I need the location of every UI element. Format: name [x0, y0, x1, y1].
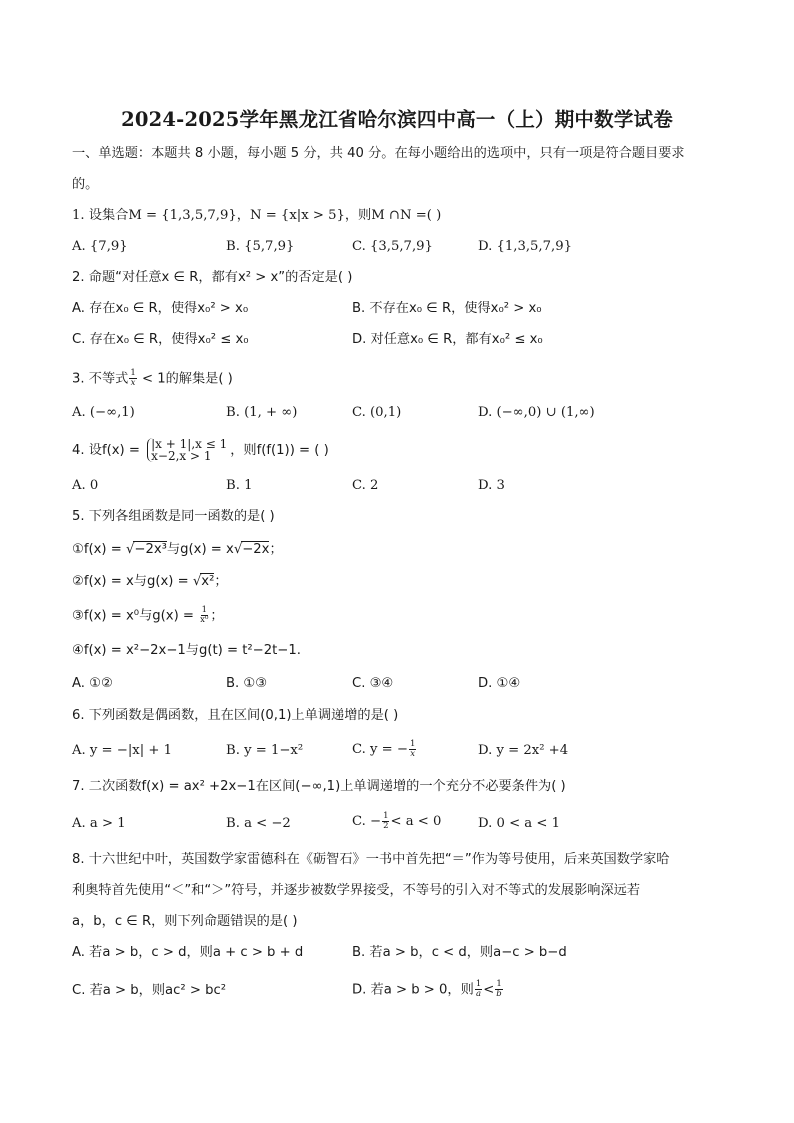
q5-stem: 5. 下列各组函数是同一函数的是( )	[72, 509, 275, 524]
q5-item-1-radicand: −2x³	[134, 542, 167, 557]
q6-option-c-fraction	[409, 740, 416, 759]
q1-option-c: C. {3,5,7,9}	[352, 239, 433, 254]
q5-item-3-end: ；	[210, 608, 224, 624]
q1-option-b: B. {5,7,9}	[226, 239, 295, 254]
q5-item-3-den: x⁰	[200, 615, 209, 625]
q7-option-c	[352, 812, 441, 831]
q5-item-3	[72, 606, 224, 626]
q6-option-b: B. y = 1−x²	[226, 743, 304, 758]
q5-item-2-end: ；	[214, 574, 228, 589]
q8-stem-line-2: 利奥特首先使用“＜”和“＞”符号，并逐步被数学界接受，不等号的引入对不等式的发展影响深远若	[72, 883, 641, 898]
q5-item-3-fraction	[199, 606, 209, 625]
q8-stem-line-3: a，b，c ∈ R，则下列命题错误的是( )	[72, 914, 298, 929]
q3-option-d: D. (−∞,0) ∪ (1,∞)	[478, 405, 595, 420]
q6-option-a: A. y = −|x| + 1	[72, 743, 172, 758]
q5-option-a: A. ①②	[72, 676, 113, 691]
q4-option-a: A. 0	[72, 478, 99, 493]
q8-option-b: B. 若a > b，c < d，则a−c > b−d	[352, 945, 567, 960]
q4-piecewise	[147, 438, 227, 462]
q8-option-d	[352, 980, 504, 1000]
q8-option-d-num-1: 1	[475, 979, 482, 989]
q6-option-d: D. y = 2x² +4	[478, 743, 569, 758]
q4-case-2: x−2,x > 1	[151, 449, 212, 463]
q1-option-d: D. {1,3,5,7,9}	[478, 239, 572, 254]
q7-option-c-fraction	[382, 812, 389, 831]
q8-stem-line-1: 8. 十六世纪中叶，英国数学家雷德科在《砺智石》一书中首先把“＝”作为等号使用，后来英国数学家哈	[72, 852, 670, 867]
q7-option-c-num: 1	[383, 811, 389, 821]
q6-option-c-num: 1	[409, 739, 416, 749]
q3-fraction	[129, 369, 136, 388]
q3-stem-post: < 1的解集是( )	[137, 371, 233, 387]
q5-item-2: ②f(x) = x与g(x) = √x²；	[72, 574, 228, 589]
q5-item-1: ①f(x) = √−2x³与g(x) = x√−2x；	[72, 542, 283, 557]
q7-option-c-pre: C. −	[352, 814, 382, 829]
q8-option-d-fraction-1	[475, 980, 482, 999]
q3-option-b: B. (1, + ∞)	[226, 405, 298, 420]
q4-stem-pre: 4. 设f(x) =	[72, 443, 145, 458]
q4-option-b: B. 1	[226, 478, 253, 493]
section-heading-cont: 的。	[72, 177, 99, 192]
q5-item-1-end: ；	[269, 542, 283, 557]
q8-option-d-den-2: b	[496, 989, 502, 999]
q8-option-d-pre: D. 若a > b > 0，则	[352, 982, 474, 998]
q5-item-3-pre: ③f(x) = x⁰与g(x) =	[72, 608, 199, 624]
q7-option-c-den: 2	[383, 821, 389, 831]
q7-option-d: D. 0 < a < 1	[478, 816, 560, 831]
q2-option-a: A. 存在x₀ ∈ R，使得x₀² > x₀	[72, 301, 249, 316]
q5-item-2-pre: ②f(x) = x与g(x) =	[72, 574, 193, 589]
q7-option-a: A. a > 1	[72, 816, 126, 831]
q4-option-d: D. 3	[478, 478, 505, 493]
q4-case-1: |x + 1|,x ≤ 1	[151, 437, 228, 451]
q7-option-c-post: < a < 0	[390, 814, 442, 829]
q8-option-d-den-1: a	[475, 989, 482, 999]
q8-option-c: C. 若a > b，则ac² > bc²	[72, 983, 226, 998]
q4-option-c: C. 2	[352, 478, 379, 493]
q6-option-c	[352, 740, 417, 759]
q5-item-4: ④f(x) = x²−2x−1与g(t) = t²−2t−1.	[72, 643, 301, 658]
q8-option-a: A. 若a > b，c > d，则a + c > b + d	[72, 945, 304, 960]
q7-stem: 7. 二次函数f(x) = ax² +2x−1在区间(−∞,1)上单调递增的一个充分不必要条件为( )	[72, 779, 566, 794]
q2-option-b: B. 不存在x₀ ∈ R，使得x₀² > x₀	[352, 301, 542, 316]
q4-stem	[72, 438, 329, 462]
q8-option-d-lt: <	[483, 982, 495, 998]
section-heading: 一、单选题：本题共 8 小题，每小题 5 分，共 40 分。在每小题给出的选项中，只有一项是符合题目要求	[72, 146, 685, 161]
q3-fraction-den: x	[130, 378, 136, 388]
q3-option-c: C. (0,1)	[352, 405, 402, 420]
q5-item-1-mid: 与g(x) = x	[166, 542, 234, 557]
q5-item-2-radicand: x²	[201, 574, 215, 589]
q3-option-a: A. (−∞,1)	[72, 405, 135, 420]
q1-stem: 1. 设集合M = {1,3,5,7,9}，N = {x|x > 5}，则M ∩N =( )	[72, 208, 442, 223]
q5-option-c: C. ③④	[352, 676, 394, 691]
q5-option-b: B. ①③	[226, 676, 268, 691]
q6-option-c-pre: C. y = −	[352, 742, 408, 757]
q2-option-d: D. 对任意x₀ ∈ R，都有x₀² ≤ x₀	[352, 332, 543, 347]
q4-stem-post: ，则f(f(1)) = ( )	[230, 443, 329, 458]
exam-title: 2024-2025学年黑龙江省哈尔滨四中高一（上）期中数学试卷	[121, 108, 673, 131]
q2-option-c: C. 存在x₀ ∈ R，使得x₀² ≤ x₀	[72, 332, 249, 347]
q3-stem	[72, 369, 233, 389]
q6-stem: 6. 下列函数是偶函数，且在区间(0,1)上单调递增的是( )	[72, 708, 399, 723]
q8-option-d-num-2: 1	[496, 979, 502, 989]
q5-item-1-radicand-2: −2x	[242, 542, 270, 557]
q3-fraction-num: 1	[130, 368, 136, 378]
q5-option-d: D. ①④	[478, 676, 521, 691]
q3-stem-pre: 3. 不等式	[72, 371, 129, 387]
q6-option-c-den: x	[410, 749, 416, 759]
q7-option-b: B. a < −2	[226, 816, 291, 831]
q5-item-3-num: 1	[201, 605, 207, 615]
q1-option-a: A. {7,9}	[72, 239, 128, 254]
q5-item-1-pre: ①f(x) =	[72, 542, 126, 557]
q8-option-d-fraction-2	[495, 980, 502, 999]
q2-stem: 2. 命题“对任意x ∈ R，都有x² > x”的否定是( )	[72, 270, 353, 285]
